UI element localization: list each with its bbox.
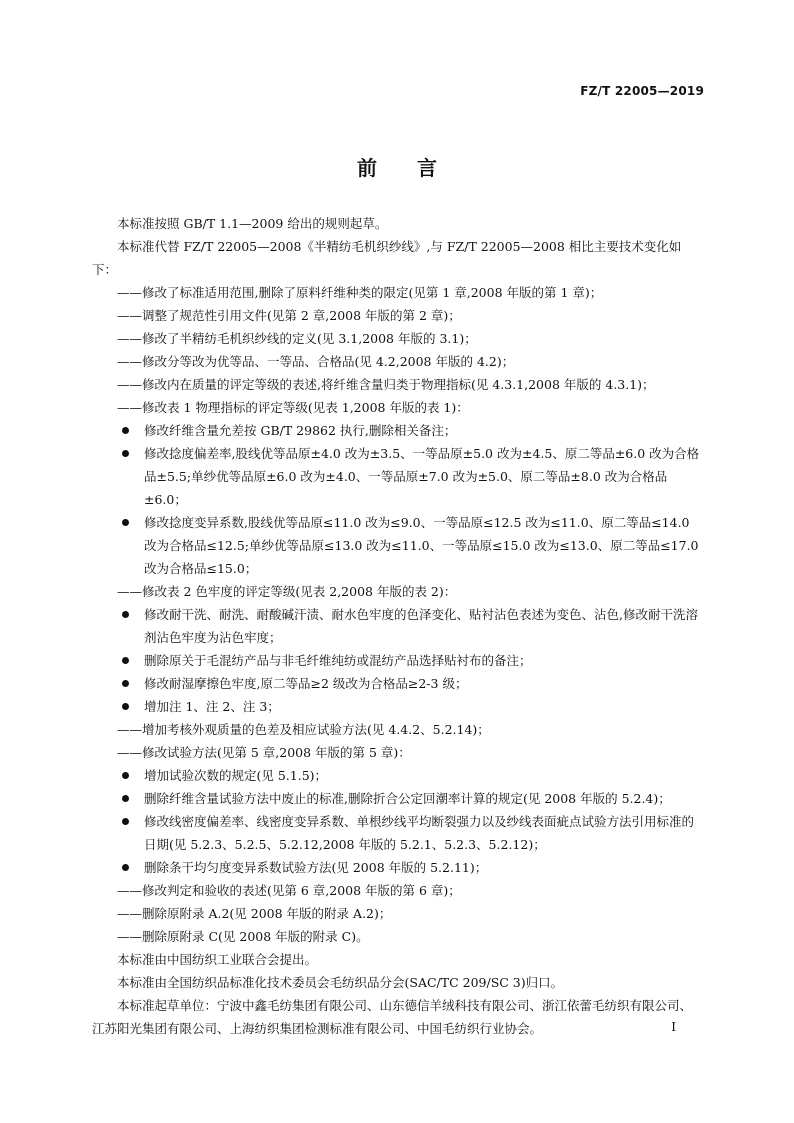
change-item: ——修改内在质量的评定等级的表述,将纤维含量归类于物理指标(见 4.3.1,2008 年版的 4.3.1)； [117,377,655,392]
change-sub-item: 修改捻度偏差率,股线优等品原±4.0 改为±3.5、一等品原±5.0 改为±4.5、原二等品±6.0 改为合格品±5.5;单纱优等品原±6.0 改为±4.0、一等品原±7.0 改为±5.0、原二等品±8.0 改为合格品±6.0； [92,442,704,511]
closing-paragraph-3: 本标准起草单位：宁波中鑫毛纺集团有限公司、山东德信羊绒科技有限公司、浙江依蕾毛纺织有限公司、江苏阳光集团有限公司、上海纺织集团检测标准有限公司、中国毛纺织行业协会。 [92,998,693,1036]
change-sub-item: 修改耐干洗、耐洗、耐酸碱汗渍、耐水色牢度的色泽变化、贴衬沾色表述为变色、沾色,修改耐干洗溶剂沾色牢度为沾色牢度； [92,603,704,649]
change-item: ——删除原附录 C(见 2008 年版的附录 C)。 [117,929,369,944]
change-item: ——修改判定和验收的表述(见第 6 章,2008 年版的第 6 章)； [117,883,461,898]
intro-paragraph-1: 本标准按照 GB/T 1.1—2009 给出的规则起草。 [117,216,388,231]
closing-paragraph-2: 本标准由全国纺织品标准化技术委员会毛纺织品分会(SAC/TC 209/SC 3)归口。 [117,975,564,990]
change-sub-item: 修改耐湿摩擦色牢度,原二等品≥2 级改为合格品≥2-3 级； [92,672,704,695]
change-item: ——修改了标准适用范围,删除了原料纤维种类的限定(见第 1 章,2008 年版的第 1 章)； [117,285,603,300]
change-item: ——增加考核外观质量的色差及相应试验方法(见 4.4.2、5.2.14)； [117,722,490,737]
change-item: ——修改了半精纺毛机织纱线的定义(见 3.1,2008 年版的 3.1)； [117,331,477,346]
change-item: ——调整了规范性引用文件(见第 2 章,2008 年版的第 2 章)； [117,308,461,323]
change-sub-item: 删除原关于毛混纺产品与非毛纤维纯纺或混纺产品选择贴衬布的备注； [92,649,704,672]
change-sub-item: 修改捻度变异系数,股线优等品原≤11.0 改为≤9.0、一等品原≤12.5 改为≤11.0、原二等品≤14.0 改为合格品≤12.5;单纱优等品原≤13.0 改为≤11.0、一等品原≤15.0 改为≤13.0、原二等品≤17.0 改为合格品≤15.0； [92,511,704,580]
page-title [0,152,794,181]
change-sub-item: 删除纤维含量试验方法中废止的标准,删除折合公定回潮率计算的规定(见 2008 年版的 5.2.4)； [92,787,704,810]
foreword-body [92,212,704,1040]
change-sub-item: 增加注 1、注 2、注 3； [92,695,704,718]
change-item: ——修改表 2 色牢度的评定等级(见表 2,2008 年版的表 2)： [117,584,457,599]
change-sub-item: 增加试验次数的规定(见 5.1.5)； [92,764,704,787]
intro-paragraph-2: 本标准代替 FZ/T 22005—2008《半精纺毛机织纱线》,与 FZ/T 22005—2008 相比主要技术变化如下： [92,239,682,277]
change-item: ——修改表 1 物理指标的评定等级(见表 1,2008 年版的表 1)： [117,400,469,415]
change-item: ——修改分等改为优等品、一等品、合格品(见 4.2,2008 年版的 4.2)； [117,354,515,369]
title-char-2: 言 [417,156,437,180]
standard-code: FZ/T 22005—2019 [580,84,704,98]
change-sub-item: 修改线密度偏差率、线密度变异系数、单根纱线平均断裂强力以及纱线表面疵点试验方法引用标准的日期(见 5.2.3、5.2.5、5.2.12,2008 年版的 5.2.1、5.2.3、5.2.12)； [92,810,704,856]
change-sub-item: 修改纤维含量允差按 GB/T 29862 执行,删除相关备注； [92,419,704,442]
change-item: ——删除原附录 A.2(见 2008 年版的附录 A.2)； [117,906,392,921]
closing-paragraph-1: 本标准由中国纺织工业联合会提出。 [117,952,318,967]
change-sub-item: 删除条干均匀度变异系数试验方法(见 2008 年版的 5.2.11)； [92,856,704,879]
title-char-1: 前 [357,156,377,180]
page-number: I [671,1020,676,1034]
change-item: ——修改试验方法(见第 5 章,2008 年版的第 5 章)： [117,745,411,760]
